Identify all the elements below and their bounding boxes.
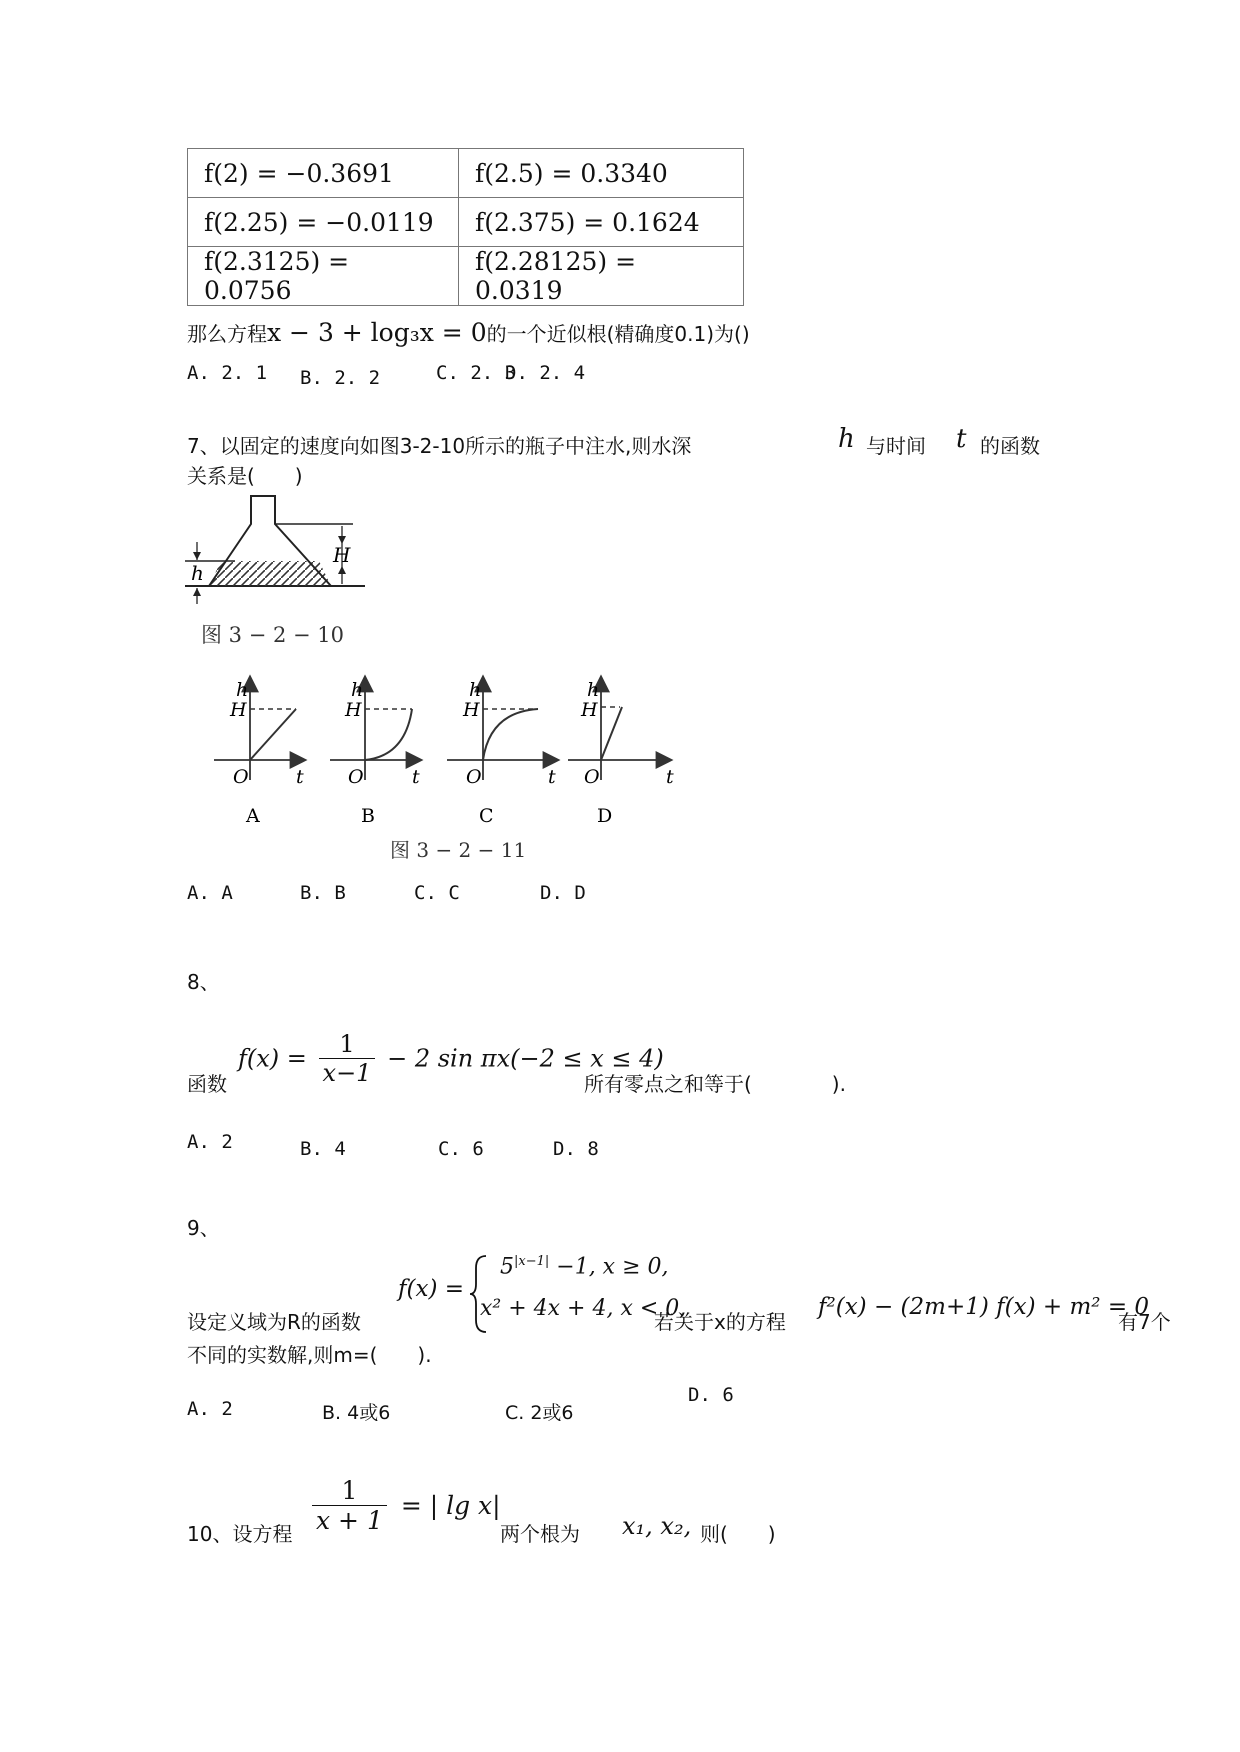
q9-line2: 不同的实数解,则m=( ). xyxy=(187,1343,432,1367)
axis-H-label: H xyxy=(581,699,598,721)
q6-option-d: D. 2. 4 xyxy=(505,362,586,384)
q9-number: 9、 xyxy=(187,1216,220,1240)
function-value-table xyxy=(187,148,744,306)
q9-case2: x² + 4x + 4, x < 0, xyxy=(480,1296,687,1321)
axis-h-label: h xyxy=(587,679,600,701)
axis-H-label: H xyxy=(230,699,247,721)
axis-t-label: t xyxy=(296,766,304,788)
q8-formula-rest: − 2 sin πx(−2 ≤ x ≤ 4) xyxy=(387,1044,664,1073)
q6-option-b: B. 2. 2 xyxy=(300,367,381,389)
q6-lead: 那么方程 xyxy=(187,322,267,346)
q9-option-d: D. 6 xyxy=(688,1384,734,1406)
q9-option-b: B. 4或6 xyxy=(322,1402,391,1424)
axis-t-label: t xyxy=(666,766,674,788)
q10-mid: 两个根为 xyxy=(500,1522,580,1546)
q9-mid: 若关于x的方程 xyxy=(654,1310,786,1334)
label-H: H xyxy=(333,543,351,567)
graph-a-label: A xyxy=(246,805,260,827)
q9-case1 xyxy=(500,1254,669,1279)
q9-case1-rest: −1, x ≥ 0, xyxy=(549,1254,669,1280)
q10-tail: 则( ) xyxy=(700,1522,776,1546)
table-cell: f(2.3125) = 0.0756 xyxy=(188,247,459,306)
q8-option-d: D. 8 xyxy=(553,1138,599,1160)
graph-b xyxy=(330,678,420,827)
q7-line1c: 的函数 xyxy=(980,434,1040,458)
q7-option-d: D. D xyxy=(540,882,586,904)
q9-case1-exp: |x−1| xyxy=(514,1254,550,1269)
q7-var-t: t xyxy=(956,424,967,454)
fig1-caption: 图 3 − 2 − 10 xyxy=(201,623,345,647)
q10-formula xyxy=(312,1476,501,1535)
q8-number: 8、 xyxy=(187,970,220,994)
q9-fx: f(x) = xyxy=(398,1276,465,1302)
q9-case1-base: 5 xyxy=(500,1254,514,1280)
fig2-caption: 图 3 − 2 − 11 xyxy=(390,838,527,862)
table-cell: f(2) = −0.3691 xyxy=(188,149,459,198)
origin-label: O xyxy=(348,766,364,788)
q10-frac-den: x + 1 xyxy=(316,1506,383,1535)
table-cell: f(2.5) = 0.3340 xyxy=(459,149,744,198)
axis-h-label: h xyxy=(469,679,482,701)
q6-option-a: A. 2. 1 xyxy=(187,362,268,384)
q8-option-b: B. 4 xyxy=(300,1138,346,1160)
q6-option-c: C. 2. 3 xyxy=(436,362,517,384)
q8-fx: f(x) = xyxy=(238,1044,307,1073)
table-cell: f(2.375) = 0.1624 xyxy=(459,198,744,247)
q7-var-h: h xyxy=(838,424,855,454)
axis-t-label: t xyxy=(412,766,420,788)
bottle-figure xyxy=(185,490,375,660)
q8-option-c: C. 6 xyxy=(438,1138,484,1160)
axis-H-label: H xyxy=(463,699,480,721)
axis-H-label: H xyxy=(345,699,362,721)
q8-fraction xyxy=(319,1030,376,1087)
graph-c-label: C xyxy=(479,805,494,827)
q8-option-a: A. 2 xyxy=(187,1131,233,1153)
axis-t-label: t xyxy=(548,766,556,788)
origin-label: O xyxy=(466,766,482,788)
table-cell: f(2.25) = −0.0119 xyxy=(188,198,459,247)
q9-tail: 有7个 xyxy=(1118,1310,1171,1334)
q10-frac-num: 1 xyxy=(312,1476,387,1506)
q9-lead: 设定义域为R的函数 xyxy=(187,1310,361,1334)
q10-lead: 10、设方程 xyxy=(187,1522,293,1546)
q10-roots: x₁, x₂, xyxy=(622,1512,692,1540)
graph-b-label: B xyxy=(361,805,375,827)
graph-d-label: D xyxy=(597,805,613,827)
q8-frac-num: 1 xyxy=(319,1030,376,1059)
q9-equation: f²(x) − (2m+1) f(x) + m² = 0 xyxy=(818,1294,1150,1320)
q7-line1a: 7、以固定的速度向如图3-2-10所示的瓶子中注水,则水深 xyxy=(187,434,692,458)
q7-option-c: C. C xyxy=(414,882,460,904)
q7-line2: 关系是( ) xyxy=(187,464,303,488)
q10-rhs: = | lg x| xyxy=(400,1491,501,1520)
axis-h-label: h xyxy=(236,679,249,701)
q7-option-b: B. B xyxy=(300,882,346,904)
q8-lead: 函数 xyxy=(187,1072,227,1096)
q7-option-a: A. A xyxy=(187,882,233,904)
label-h: h xyxy=(191,561,204,585)
q8-tail: 所有零点之和等于( ). xyxy=(584,1072,846,1096)
axis-h-label: h xyxy=(351,679,364,701)
table-row xyxy=(188,198,744,247)
q9-brace xyxy=(468,1252,490,1336)
table-row xyxy=(188,149,744,198)
q9-option-a: A. 2 xyxy=(187,1398,233,1420)
graph-c xyxy=(447,678,557,827)
graph-d xyxy=(568,678,674,827)
q6-equation: x − 3 + log₃x = 0 xyxy=(267,318,487,347)
q6-tail: 的一个近似根(精确度0.1)为() xyxy=(486,322,750,346)
q6-stem xyxy=(187,318,750,347)
graphs-figure xyxy=(200,670,700,870)
table-cell: f(2.28125) = 0.0319 xyxy=(459,247,744,306)
q8-frac-den: x−1 xyxy=(322,1059,372,1087)
q7-line1b: 与时间 xyxy=(866,434,926,458)
origin-label: O xyxy=(233,766,249,788)
q9-option-c: C. 2或6 xyxy=(505,1402,574,1424)
graph-a xyxy=(214,678,304,827)
q10-fraction xyxy=(312,1476,387,1535)
table-row xyxy=(188,247,744,306)
origin-label: O xyxy=(584,766,600,788)
